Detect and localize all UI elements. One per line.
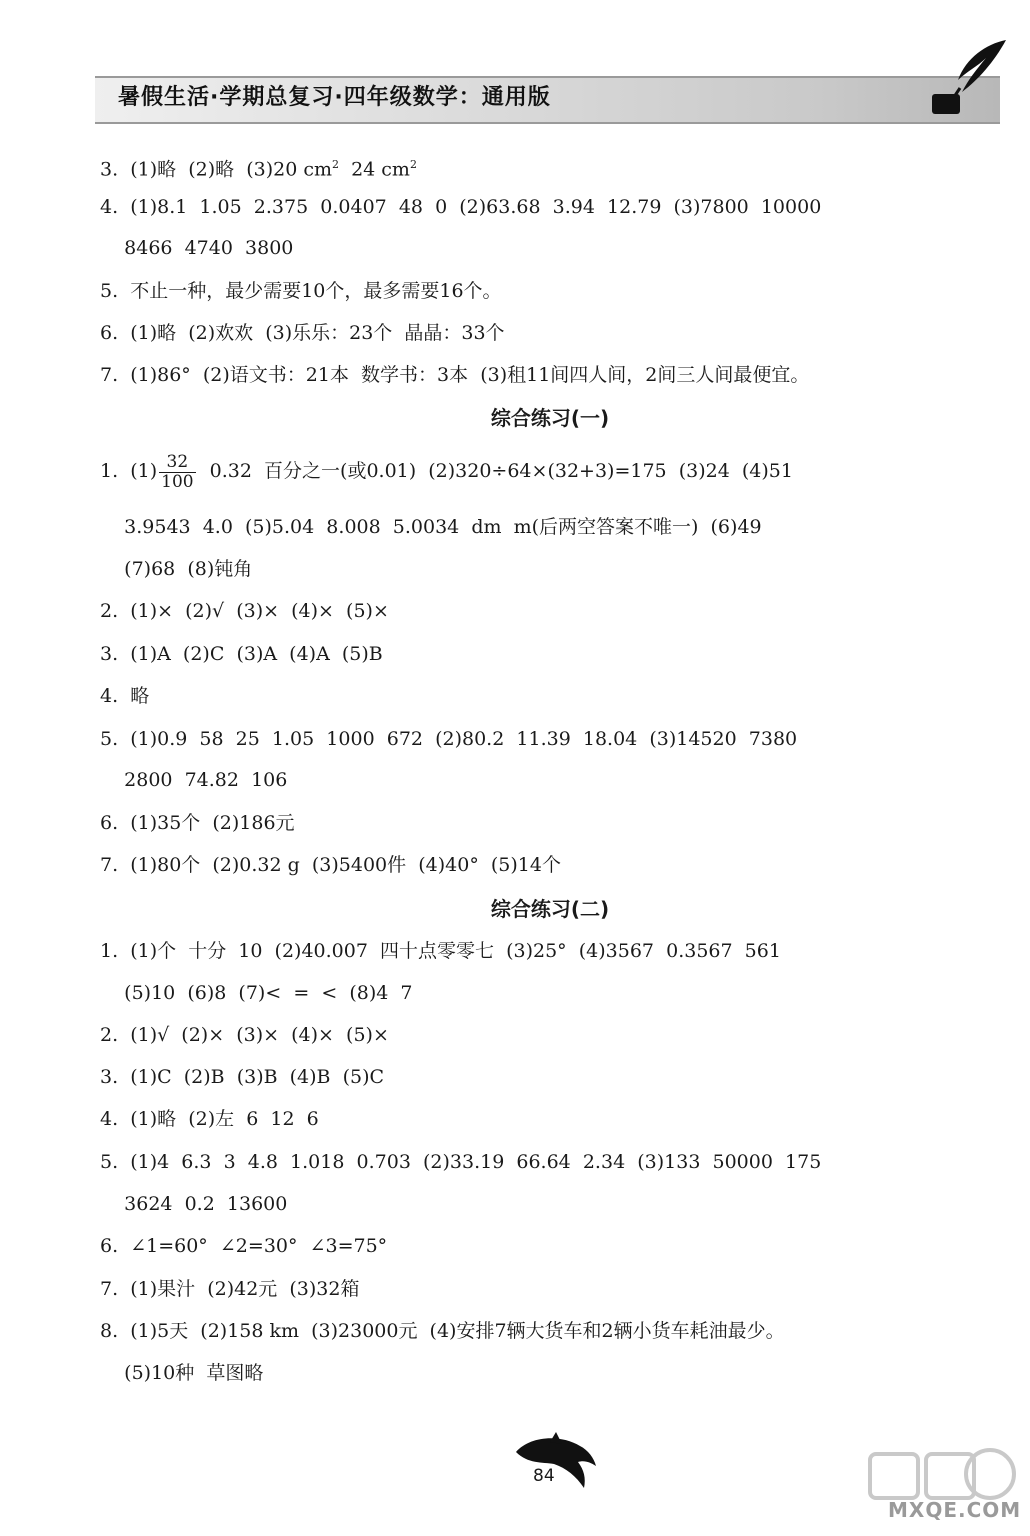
- answer-line: 7. (1)果汁 (2)42元 (3)32箱: [100, 1278, 360, 1300]
- answer-line: 8466 4740 3800: [100, 237, 294, 259]
- answer-line: 2800 74.82 106: [100, 769, 288, 791]
- answer-line: 3. (1)C (2)B (3)B (4)B (5)C: [100, 1066, 385, 1088]
- answer-line: 5. 不止一种，最少需要10个，最多需要16个。: [100, 280, 502, 302]
- section-title: 综合练习(二): [490, 897, 610, 921]
- answer-line: 5. (1)0.9 58 25 1.05 1000 672 (2)80.2 11.39 18.04 (3)14520 7380: [100, 728, 798, 750]
- answer-line: 7. (1)86° (2)语文书：21本 数学书：3本 (3)租11间四人间，2间三人间最便宜。: [100, 364, 810, 386]
- answer-line: 3. (1)A (2)C (3)A (4)A (5)B: [100, 643, 383, 665]
- watermark-text: MXQE.COM: [888, 1498, 1022, 1522]
- answer-line: 2. (1)√ (2)× (3)× (4)× (5)×: [100, 1024, 389, 1046]
- answer-line: 5. (1)4 6.3 3 4.8 1.018 0.703 (2)33.19 66.64 2.34 (3)133 50000 175: [100, 1151, 822, 1173]
- answer-line: 1. (1)个 十分 10 (2)40.007 四十点零零七 (3)25° (4)3567 0.3567 561: [100, 940, 781, 962]
- answer-line: (5)10 (6)8 (7)< = < (8)4 7: [100, 982, 413, 1004]
- answer-line: 4. (1)8.1 1.05 2.375 0.0407 48 0 (2)63.68 3.94 12.79 (3)7800 10000: [100, 196, 822, 218]
- answer-line: 1. (1) $\frac{32}{100}$ 0.32 百分之一(或0.01) (2)320÷64×(32+3)=175 (3)24 (4)51: [100, 451, 793, 492]
- answer-line: 7. (1)80个 (2)0.32 g (3)5400件 (4)40° (5)14个: [100, 854, 561, 876]
- answer-line: 6. (1)35个 (2)186元: [100, 812, 295, 834]
- answer-line: (7)68 (8)钝角: [100, 558, 253, 580]
- answer-line: 8. (1)5天 (2)158 km (3)23000元 (4)安排7辆大货车和2辆小货车耗油最少。: [100, 1320, 785, 1342]
- answer-line: 3.9543 4.0 (5)5.04 8.008 5.0034 dm m(后两空答案不唯一) (6)49: [100, 516, 762, 538]
- fraction: $\frac{32}{100}$: [161, 451, 194, 492]
- section-title: 综合练习(一): [490, 406, 610, 430]
- answer-line: 4. (1)略 (2)左 6 12 6: [100, 1108, 319, 1130]
- quill-inkpot-icon: [926, 36, 1010, 116]
- answer-line: 2. (1)× (2)√ (3)× (4)× (5)×: [100, 600, 389, 622]
- answer-line: (5)10种 草图略: [100, 1362, 264, 1384]
- answer-line: 6. ∠1=60° ∠2=30° ∠3=75°: [100, 1235, 388, 1257]
- page-header-title: 暑假生活·学期总复习·四年级数学：通用版: [118, 85, 551, 110]
- answer-line: 3. (1)略 (2)略 (3)20 $cm^2$ 24 $cm^2$: [100, 158, 417, 181]
- page-number: 84: [533, 1466, 555, 1486]
- answer-line: 6. (1)略 (2)欢欢 (3)乐乐：23个 晶晶：33个: [100, 322, 505, 344]
- dolphin-icon: [510, 1432, 600, 1492]
- answer-line: 4. 略: [100, 685, 150, 707]
- answer-line: 3624 0.2 13600: [100, 1193, 288, 1215]
